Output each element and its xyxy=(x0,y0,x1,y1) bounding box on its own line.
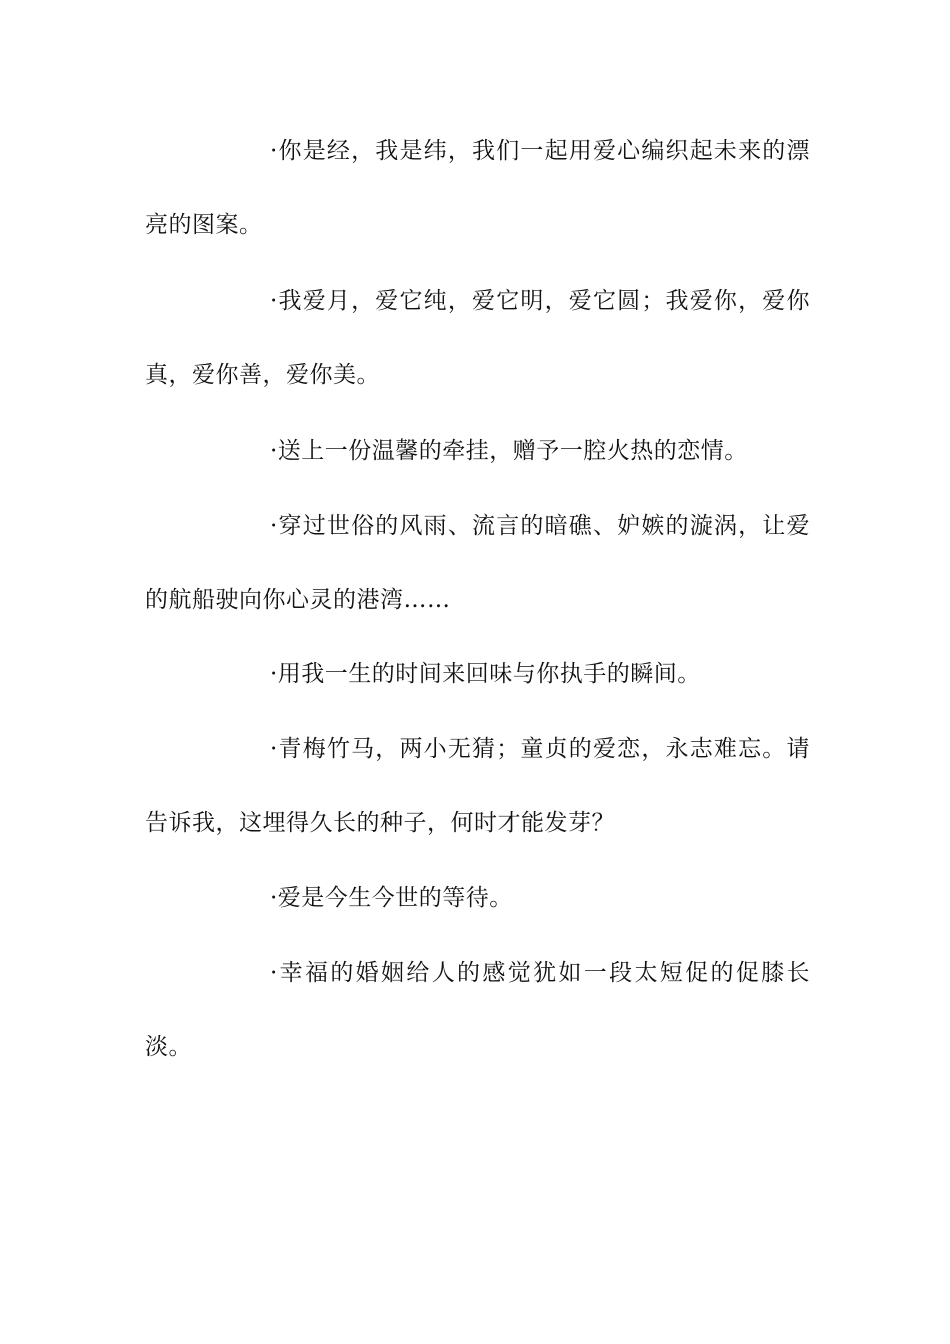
paragraph-4: ·穿过世俗的风雨、流言的暗礁、妒嫉的漩涡，让爱的航船驶向你心灵的港湾…… xyxy=(145,513,810,613)
paragraph-6: ·青梅竹马，两小无猜；童贞的爱恋，永志难忘。请告诉我，这埋得久长的种子，何时才能发芽？ xyxy=(145,736,810,836)
paragraph-8: ·幸福的婚姻给人的感觉犹如一段太短促的促膝长淡。 xyxy=(145,960,810,1060)
paragraph-3: ·送上一份温馨的牵挂，赠予一腔火热的恋情。 xyxy=(270,438,748,464)
paragraph-5: ·用我一生的时间来回味与你执手的瞬间。 xyxy=(270,661,701,687)
paragraph-1: ·你是经，我是纬，我们一起用爱心编织起未来的漂亮的图案。 xyxy=(145,138,810,238)
paragraph-2: ·我爱月，爱它纯，爱它明，爱它圆；我爱你，爱你真，爱你善，爱你美。 xyxy=(145,288,810,388)
paragraph-7: ·爱是今生今世的等待。 xyxy=(270,885,513,911)
